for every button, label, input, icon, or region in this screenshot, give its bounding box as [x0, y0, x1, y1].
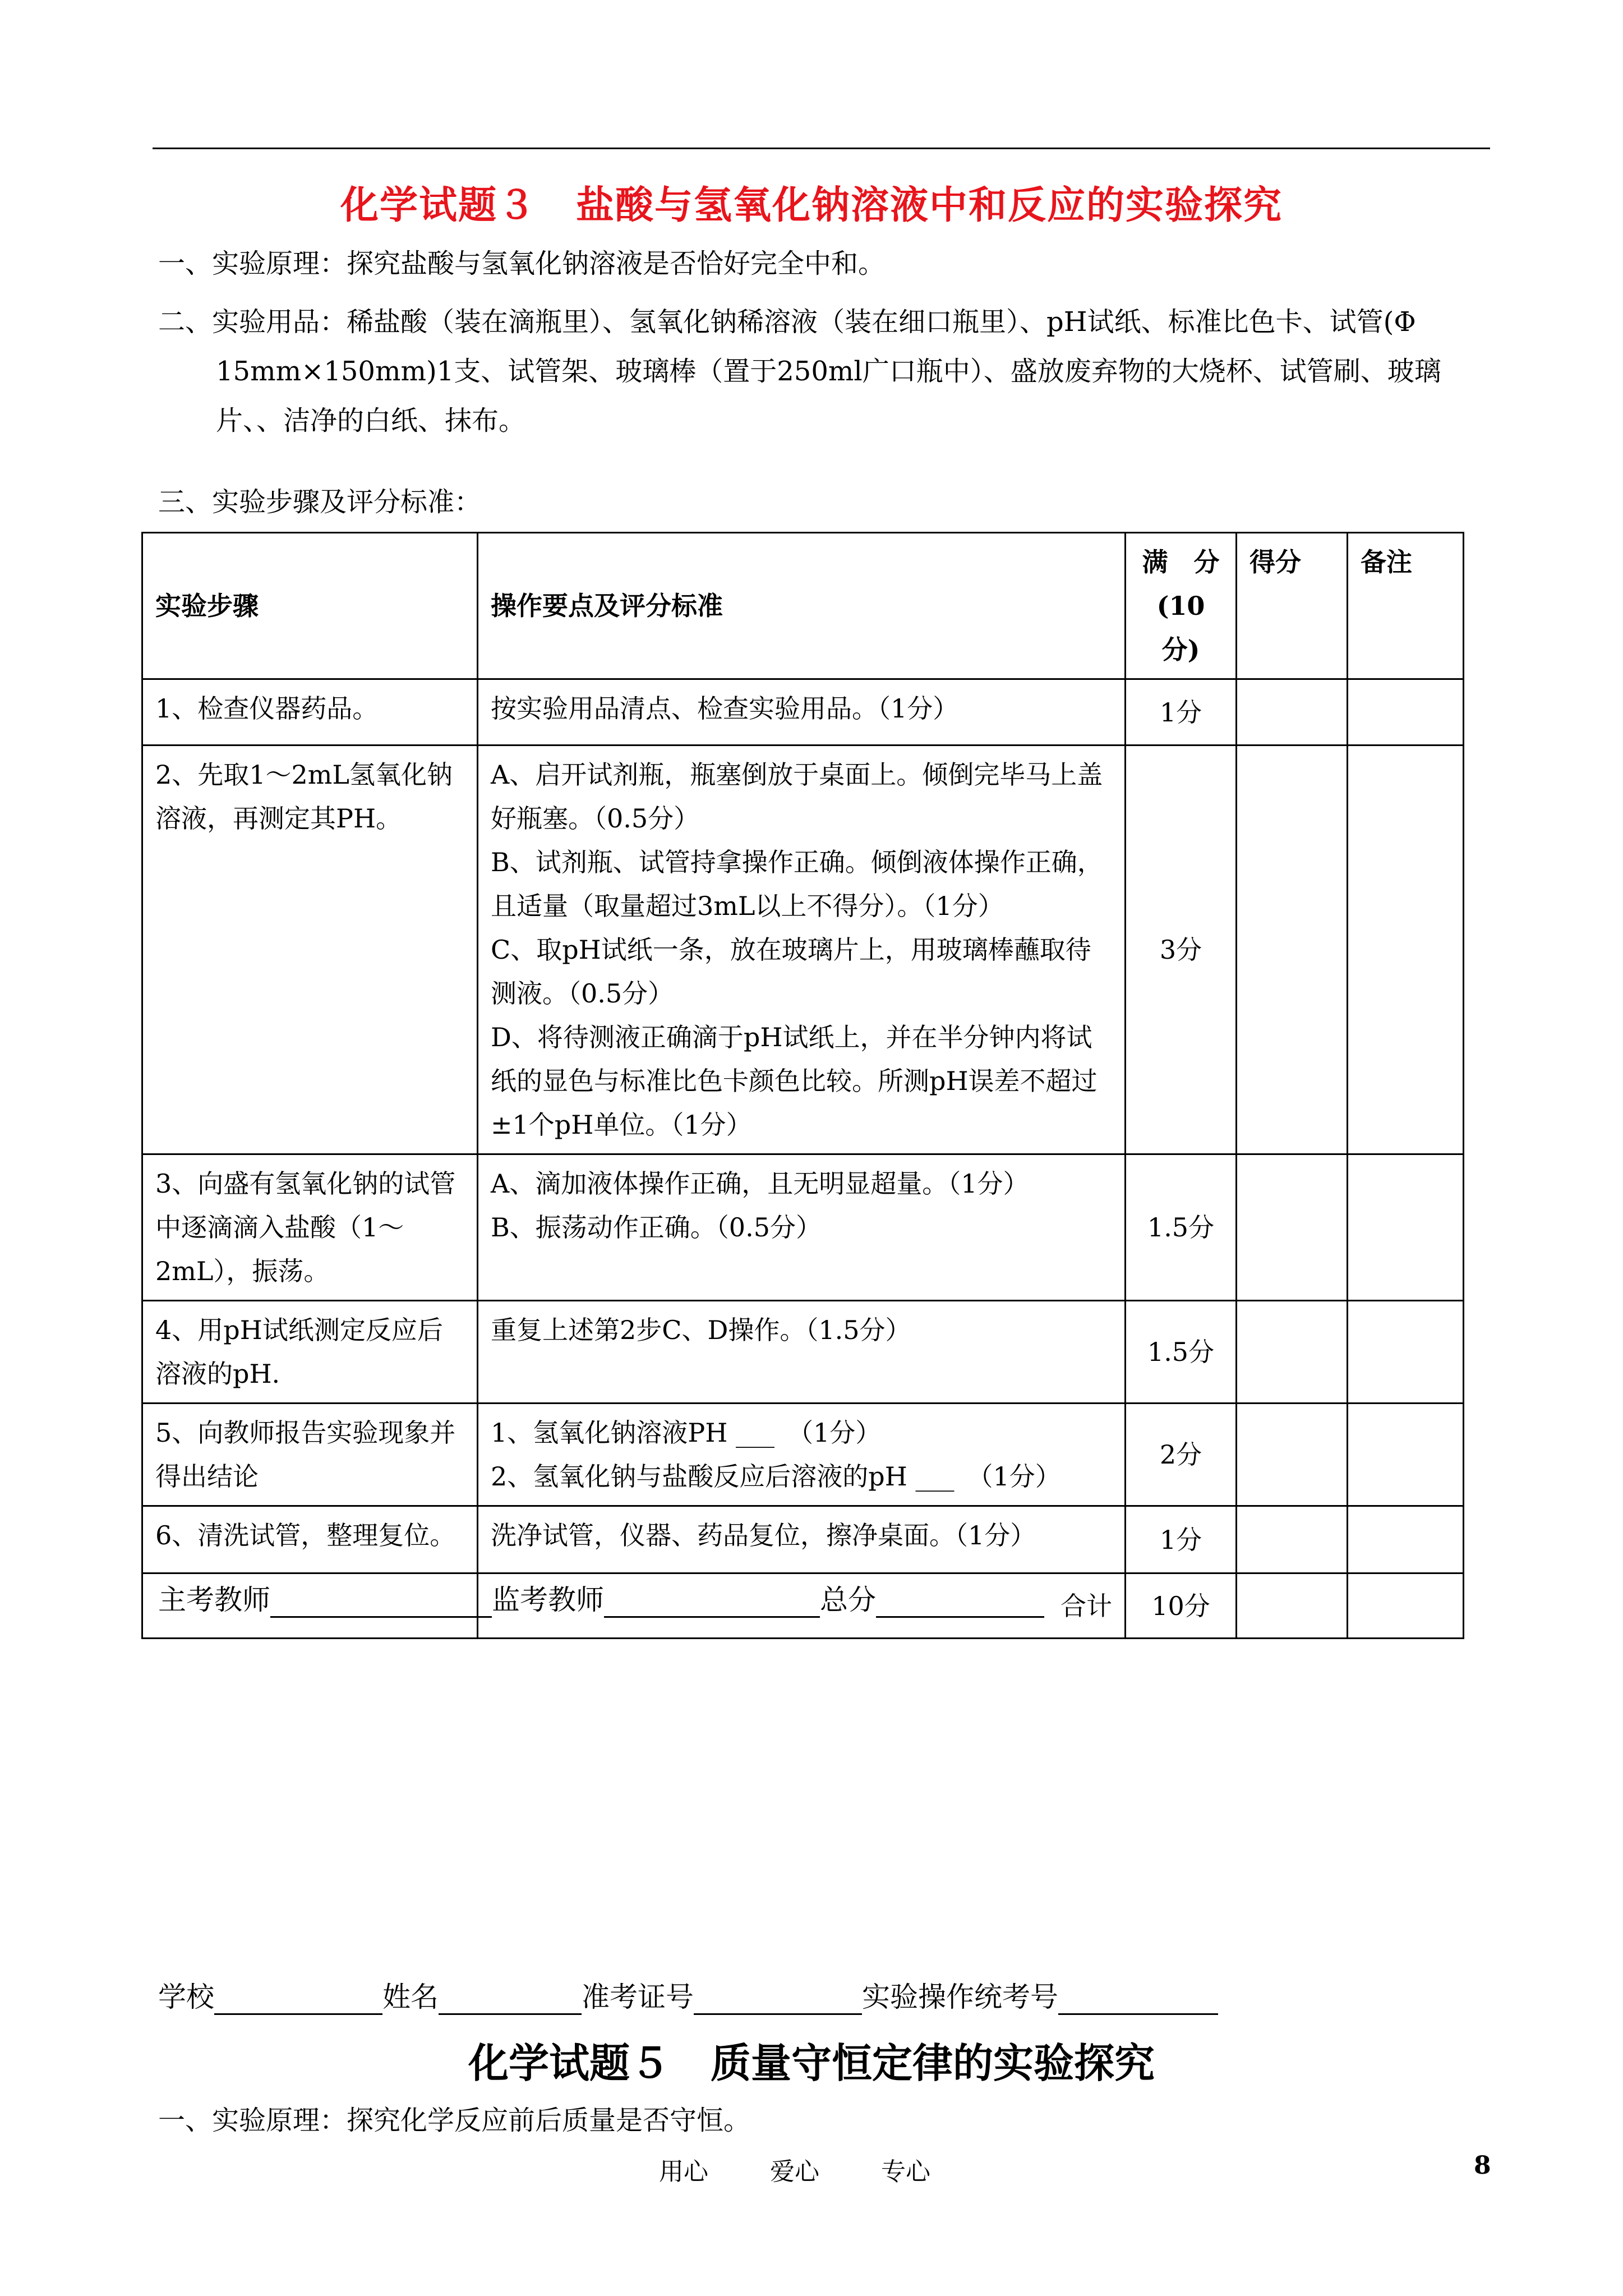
op-id-label: 实验操作统考号	[862, 1981, 1058, 2013]
criteria-line: 2、氢氧化钠与盐酸反应后溶液的pH ___ （1分）	[491, 1461, 1061, 1492]
score-cell[interactable]	[1237, 1404, 1348, 1506]
table-row	[142, 1301, 1464, 1404]
note-cell[interactable]	[1348, 1404, 1464, 1506]
header-step: 实验步骤	[142, 533, 478, 679]
motto-word: 用心	[659, 2157, 708, 2186]
exam5-title: 化学试题５ 质量守恒定律的实验探究	[468, 2039, 1155, 2087]
table-row	[142, 1506, 1464, 1573]
header-note: 备注	[1348, 533, 1464, 679]
note-cell[interactable]	[1348, 1506, 1464, 1573]
name-label: 姓名	[382, 1981, 439, 2013]
exam-id-label: 准考证号	[582, 1981, 694, 2013]
points-cell: 2分	[1126, 1404, 1237, 1506]
step-cell: 2、先取1～2mL氢氧化钠溶液，再测定其PH。	[142, 746, 478, 1154]
step-cell: 6、清洗试管，整理复位。	[142, 1506, 478, 1573]
criteria-line: B、试剂瓶、试管持拿操作正确。倾倒液体操作正确，且适量（取量超过3mL以上不得分）。（1分）	[491, 847, 1103, 921]
total-note-cell[interactable]	[1348, 1573, 1464, 1639]
points-cell: 1分	[1126, 1506, 1237, 1573]
table-row	[142, 1404, 1464, 1506]
note-cell[interactable]	[1348, 1154, 1464, 1301]
exam3-title: 化学试题３ 盐酸与氢氧化钠溶液中和反应的实验探究	[340, 183, 1283, 228]
op-id-field[interactable]	[1058, 1982, 1218, 2015]
header-full-score	[1126, 533, 1237, 679]
motto-word: 爱心	[770, 2157, 819, 2186]
proctor-field[interactable]	[604, 1585, 820, 1618]
criteria-cell	[478, 1404, 1126, 1506]
scoring-table	[141, 532, 1464, 1639]
note-cell[interactable]	[1348, 1301, 1464, 1404]
criteria-line: 按实验用品清点、检查实验用品。（1分）	[491, 693, 959, 724]
step-cell: 5、向教师报告实验现象并得出结论	[142, 1404, 478, 1506]
criteria-cell	[478, 746, 1126, 1154]
criteria-line: B、振荡动作正确。（0.5分）	[491, 1212, 822, 1243]
score-cell[interactable]	[1237, 1506, 1348, 1573]
principle-text: 一、实验原理：探究盐酸与氢氧化钠溶液是否恰好完全中和。	[158, 248, 886, 279]
criteria-line: 1、氢氧化钠溶液PH ___ （1分）	[491, 1418, 882, 1448]
materials-line-2: 15mm×150mm)1支、试管架、玻璃棒（置于250ml广口瓶中）、盛放废弃物的大烧杯、试管刷、玻璃	[216, 356, 1441, 387]
total-label: 合计	[478, 1573, 1126, 1639]
table-row	[142, 1154, 1464, 1301]
table-header-row	[142, 533, 1464, 679]
total-score-field[interactable]	[876, 1585, 1044, 1618]
criteria-cell	[478, 1154, 1126, 1301]
proctor-label: 监考教师	[492, 1584, 604, 1616]
materials-text	[158, 297, 1498, 445]
step-cell: 3、向盛有氢氧化钠的试管中逐滴滴入盐酸（1～2mL），振荡。	[142, 1154, 478, 1301]
chief-teacher-label: 主考教师	[158, 1584, 270, 1616]
student-info-line	[158, 1975, 1218, 2015]
total-points: 10分	[1126, 1573, 1237, 1639]
materials-line-3: 片、、洁净的白纸、抹布。	[216, 405, 526, 436]
criteria-line: D、将待测液正确滴于pH试纸上，并在半分钟内将试纸的显色与标准比色卡颜色比较。所测pH误差不超过±1个pH单位。（1分）	[491, 1022, 1098, 1140]
page-number: 8	[1474, 2151, 1491, 2180]
total-score-cell[interactable]	[1237, 1573, 1348, 1639]
header-criteria: 操作要点及评分标准	[478, 533, 1126, 679]
score-cell[interactable]	[1237, 679, 1348, 746]
note-cell[interactable]	[1348, 679, 1464, 746]
motto-word: 专心	[881, 2157, 930, 2186]
signature-line	[158, 1577, 1044, 1618]
score-cell[interactable]	[1237, 746, 1348, 1154]
materials-line-1: 二、实验用品：稀盐酸（装在滴瓶里）、氢氧化钠稀溶液（装在细口瓶里）、pH试纸、标准比色卡、试管(Φ	[158, 306, 1416, 338]
criteria-line: C、取pH试纸一条，放在玻璃片上，用玻璃棒蘸取待测液。（0.5分）	[491, 935, 1091, 1009]
score-cell[interactable]	[1237, 1301, 1348, 1404]
total-score-label: 总分	[820, 1584, 876, 1616]
criteria-line: A、启开试剂瓶，瓶塞倒放于桌面上。倾倒完毕马上盖好瓶塞。（0.5分）	[491, 760, 1103, 834]
table-row	[142, 746, 1464, 1154]
points-cell: 1.5分	[1126, 1301, 1237, 1404]
header-full-line1: 满 分	[1142, 547, 1220, 577]
name-field[interactable]	[439, 1982, 582, 2015]
exam5-principle: 一、实验原理：探究化学反应前后质量是否守恒。	[158, 2105, 751, 2136]
criteria-cell	[478, 679, 1126, 746]
criteria-cell	[478, 1301, 1126, 1404]
exam-id-field[interactable]	[694, 1982, 862, 2015]
note-cell[interactable]	[1348, 746, 1464, 1154]
criteria-line: 洗净试管，仪器、药品复位，擦净桌面。（1分）	[491, 1520, 1036, 1550]
header-rule	[153, 148, 1490, 149]
step-cell: 4、用pH试纸测定反应后溶液的pH.	[142, 1301, 478, 1404]
footer-motto	[659, 2151, 992, 2187]
points-cell: 1.5分	[1126, 1154, 1237, 1301]
criteria-cell	[478, 1506, 1126, 1573]
score-cell[interactable]	[1237, 1154, 1348, 1301]
step-cell: 1、检查仪器药品。	[142, 679, 478, 746]
school-field[interactable]	[214, 1982, 382, 2015]
points-cell: 1分	[1126, 679, 1237, 746]
points-cell: 3分	[1126, 746, 1237, 1154]
school-label: 学校	[158, 1981, 214, 2013]
chief-teacher-field[interactable]	[270, 1585, 492, 1618]
header-score: 得分	[1237, 533, 1348, 679]
criteria-line: 重复上述第2步C、D操作。（1.5分）	[491, 1315, 911, 1345]
header-full-line2: (10分)	[1156, 591, 1205, 665]
steps-heading: 三、实验步骤及评分标准：	[158, 486, 482, 518]
table-row	[142, 679, 1464, 746]
criteria-line: A、滴加液体操作正确，且无明显超量。（1分）	[491, 1168, 1029, 1199]
